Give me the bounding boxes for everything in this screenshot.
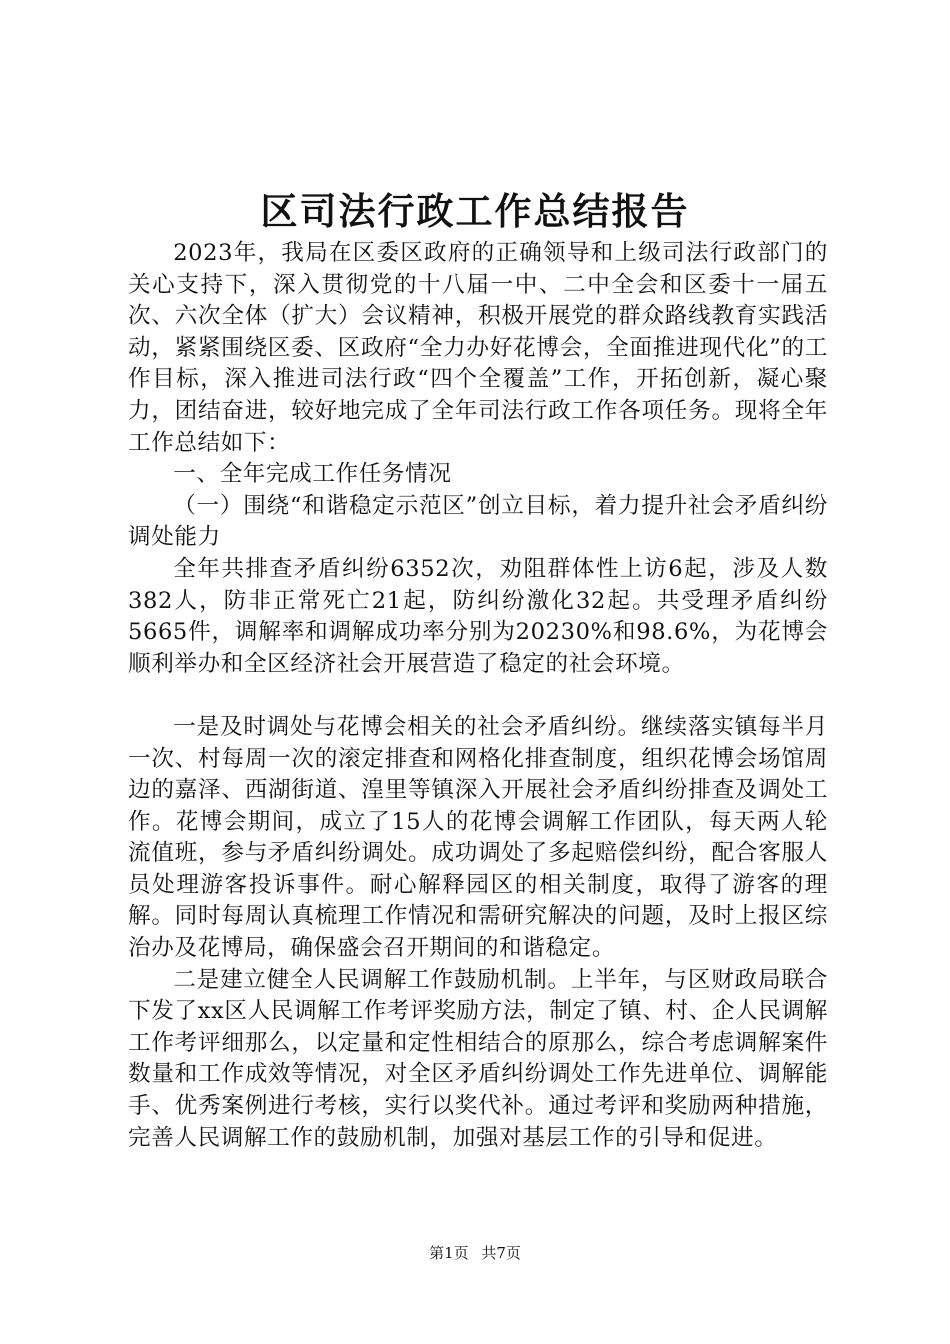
item-two-paragraph: 二是建立健全人民调解工作鼓励机制。上半年，与区财政局联合下发了xx区人民调解工作考评奖励方法，制定了镇、村、企人民调解工作考评细那么，以定量和定性相结合的原那么，综合考虑调解案件数量和工作成效等情况，对全区矛盾纠纷调处工作先进单位、调解能手、优秀案例进行考核，实行以奖代补。通过考评和奖励两种措施，完善人民调解工作的鼓励机制，加强对基层工作的引导和促进。 [128,966,828,1151]
statistics-paragraph: 全年共排查矛盾纠纷6352次，劝阻群体性上访6起，涉及人数382人，防非正常死亡21起，防纠纷激化32起。共受理矛盾纠纷5665件，调解率和调解成功率分别为20230%和98.6%，为花博会顺利举办和全区经济社会开展营造了稳定的社会环境。 [128,555,828,677]
page-footer [0,1243,950,1263]
item-one-paragraph: 一是及时调处与花博会相关的社会矛盾纠纷。继续落实镇每半月一次、村每周一次的滚定排查和网格化排查制度，组织花博会场馆周边的嘉泽、西湖街道、湟里等镇深入开展社会矛盾纠纷排查及调处工作。花博会期间，成立了15人的花博会调解工作团队，每天两人轮流值班，参与矛盾纠纷调处。成功调处了多起赔偿纠纷，配合客服人员处理游客投诉事件。耐心解释园区的相关制度，取得了游客的理解。同时每周认真梳理工作情况和需研究解决的问题，及时上报区综治办及花博局，确保盛会召开期间的和谐稳定。 [128,713,828,962]
section-heading: 一、全年完成工作任务情况 [173,461,452,488]
subsection-heading: （一）围绕“和谐稳定示范区”创立目标，着力提升社会矛盾纠纷调处能力 [128,492,828,551]
page-total: 共7页 [481,1244,521,1262]
document-body [128,238,828,1154]
page-number: 第1页 [429,1244,469,1262]
page-title: 区司法行政工作总结报告 [260,189,690,233]
intro-paragraph: 2023年，我局在区委区政府的正确领导和上级司法行政部门的关心支持下，深入贯彻党的十八届一中、二中全会和区委十一届五次、六次全体（扩大）会议精神，积极开展党的群众路线教育实践活动，紧紧围绕区委、区政府“全力办好花博会，全面推进现代化”的工作目标，深入推进司法行政“四个全覆盖”工作，开拓创新，凝心聚力，团结奋进，较好地完成了全年司法行政工作各项任务。现将全年工作总结如下： [128,240,828,456]
